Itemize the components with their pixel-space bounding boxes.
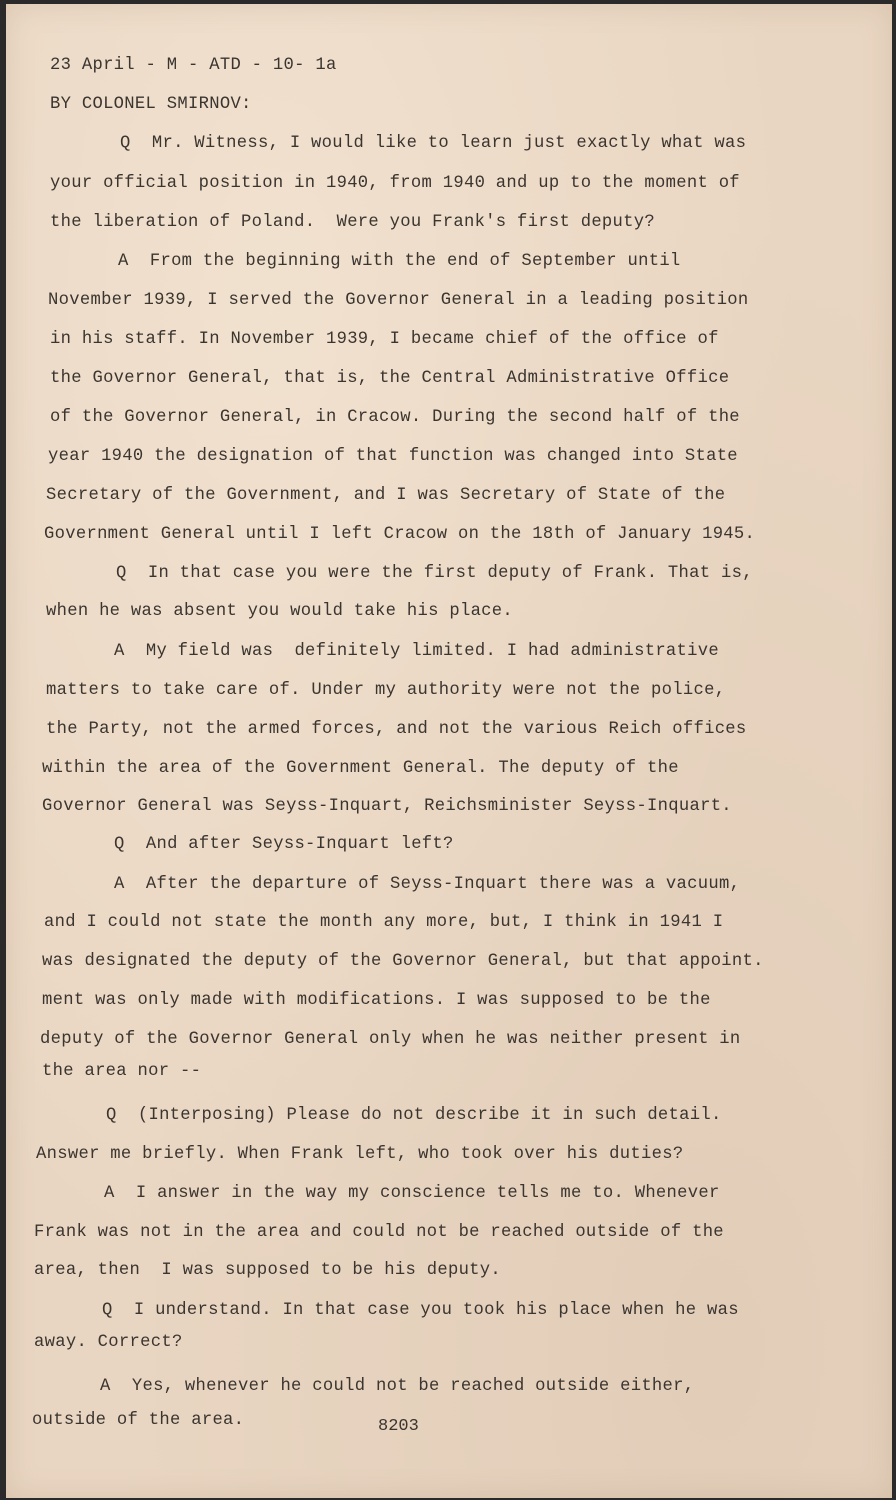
transcript-line: the area nor -- [42, 1062, 202, 1081]
transcript-line: A My field was definitely limited. I had administrative [114, 642, 720, 661]
transcript-line: deputy of the Governor General only when he was neither present in [40, 1030, 741, 1049]
transcript-line: the liberation of Poland. Were you Frank's first deputy? [50, 213, 656, 232]
transcript-line: Government General until I left Cracow on the 18th of January 1945. [44, 525, 756, 544]
transcript-line: outside of the area. [32, 1411, 245, 1430]
transcript-line: Governor General was Seyss-Inquart, Reichsminister Seyss-Inquart. [42, 797, 732, 816]
document-page [6, 4, 892, 1498]
transcript-line: area, then I was supposed to be his deputy. [34, 1261, 502, 1280]
transcript-line: Q (Interposing) Please do not describe it in such detail. [106, 1106, 722, 1125]
transcript-line: A From the beginning with the end of September until [118, 252, 681, 271]
transcript-line: and I could not state the month any more, but, I think in 1941 I [44, 913, 724, 932]
transcript-line: year 1940 the designation of that function was changed into State [48, 447, 738, 466]
transcript-line: the Party, not the armed forces, and not the various Reich offices [46, 720, 747, 739]
transcript-line: Q And after Seyss-Inquart left? [114, 835, 454, 854]
transcript-line: November 1939, I served the Governor General in a leading position [48, 291, 749, 310]
transcript-line: Q Mr. Witness, I would like to learn just exactly what was [120, 134, 747, 153]
transcript-line: matters to take care of. Under my authority were not the police, [46, 681, 726, 700]
transcript-line: in his staff. In November 1939, I became chief of the office of [50, 330, 719, 349]
transcript-line: A Yes, whenever he could not be reached outside either, [100, 1377, 695, 1396]
transcript-line: A After the departure of Seyss-Inquart there was a vacuum, [114, 875, 741, 894]
header-reference: 23 April - M - ATD - 10- 1a [50, 56, 337, 75]
transcript-line: Frank was not in the area and could not be reached outside of the [34, 1223, 724, 1242]
transcript-line: was designated the deputy of the Governor General, but that appoint. [42, 952, 764, 971]
transcript-line: Q In that case you were the first deputy of Frank. That is, [116, 564, 753, 583]
transcript-line: Secretary of the Government, and I was Secretary of State of the [46, 486, 726, 505]
transcript-line: the Governor General, that is, the Central Administrative Office [50, 369, 730, 388]
transcript-line: ment was only made with modifications. I was supposed to be the [42, 991, 711, 1010]
transcript-line: of the Governor General, in Cracow. During the second half of the [50, 408, 740, 427]
transcript-line: away. Correct? [34, 1333, 183, 1352]
transcript-line: within the area of the Government General. The deputy of the [42, 759, 679, 778]
transcript-line: Answer me briefly. When Frank left, who took over his duties? [36, 1145, 684, 1164]
transcript-line: when he was absent you would take his place. [46, 602, 514, 621]
speaker-heading: BY COLONEL SMIRNOV: [50, 95, 252, 114]
transcript-line: your official position in 1940, from 1940 and up to the moment of [50, 174, 740, 193]
transcript-line: A I answer in the way my conscience tells me to. Whenever [104, 1184, 720, 1203]
page-number: 8203 [378, 1417, 419, 1436]
transcript-line: Q I understand. In that case you took his place when he was [102, 1301, 739, 1320]
